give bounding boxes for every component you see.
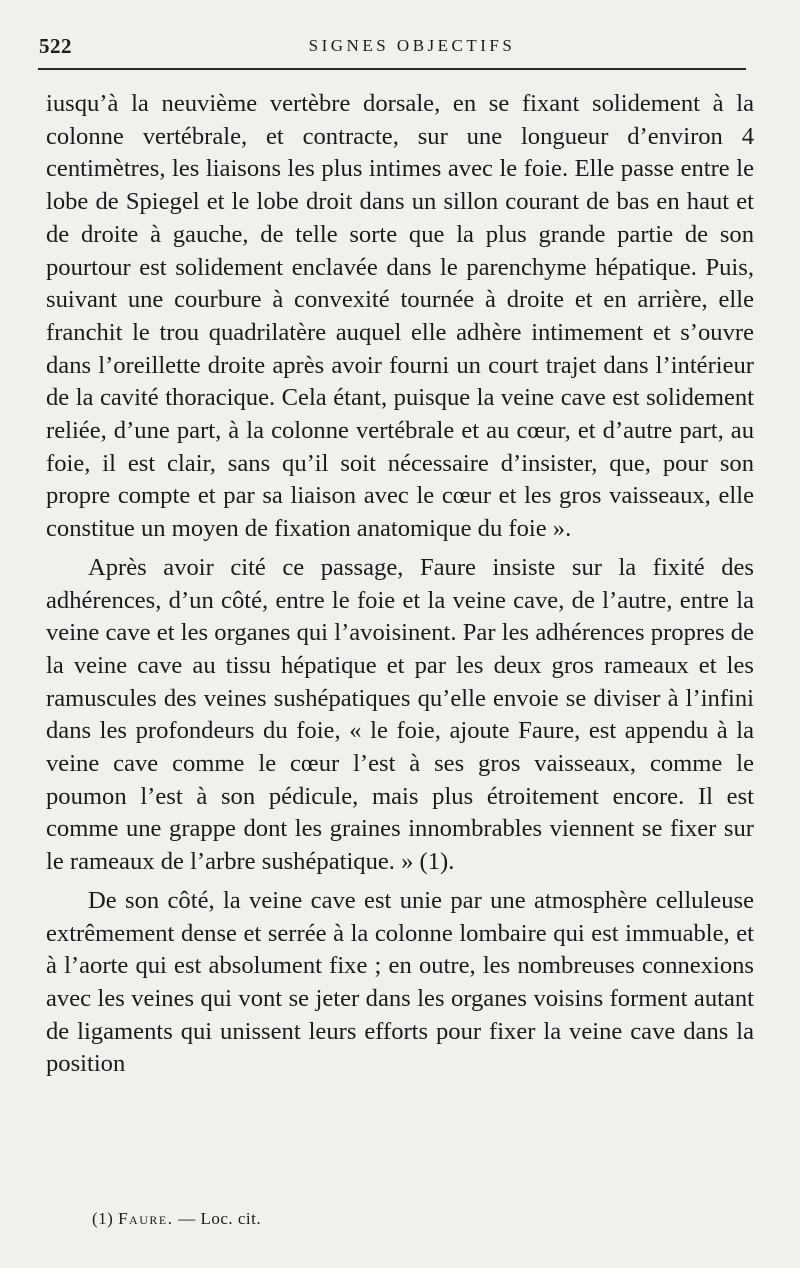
footnote bbox=[92, 1209, 261, 1229]
header-rule bbox=[38, 68, 746, 70]
paragraph-3: De son côté, la veine cave est unie par une atmosphère celluleuse extrêmement dense et serrée à la colonne lombaire qui est immuable, et à l’aorte qui est absolument fixe ; en outre, les nombreuses connexions avec les veines qui vont se jeter dans les organes voisins forment autant de ligaments qui unissent leurs efforts pour fixer la veine cave dans la position bbox=[46, 886, 754, 1078]
page-number: 522 bbox=[39, 34, 72, 58]
body-text bbox=[46, 88, 754, 1081]
running-title: SIGNES OBJECTIFS bbox=[308, 36, 516, 55]
footnote-reference: — Loc. cit. bbox=[178, 1209, 262, 1228]
footnote-marker: (1) bbox=[92, 1209, 114, 1228]
footnote-author: Faure. bbox=[118, 1209, 174, 1228]
paragraph-2: Après avoir cité ce passage, Faure insiste sur la fixité des adhérences, d’un côté, entre le foie et la veine cave, de l’autre, entre la veine cave et les organes qui l’avoisinent. Par les adhérences propres de la veine cave au tissu hépatique et par les deux gros rameaux et les ramuscules des veines sushépatiques qu’elle envoie se diviser à l’infini dans les profondeurs du foie, « le foie, ajoute Faure, est appendu à la veine cave comme le cœur l’est à ses gros vaisseaux, comme le poumon l’est à son pédicule, mais plus étroitement encore. Il est comme une grappe dont les graines innombrables viennent se fixer sur le rameaux de l’arbre sushépatique. » (1). bbox=[46, 553, 754, 876]
paragraph-1: iusqu’à la neuvième vertèbre dorsale, en se fixant solidement à la colonne vertébrale, et contracte, sur une longueur d’environ 4 centimètres, les liaisons les plus intimes avec le foie. Elle passe entre le lobe de Spiegel et le lobe droit dans un sillon courant de bas en haut et de droite à gauche, de telle sorte que la plus grande partie de son pourtour est solidement enclavée dans le parenchyme hépatique. Puis, suivant une courbure à convexité tournée à droite et en arrière, elle franchit le trou quadrilatère auquel elle adhère intimement et s’ouvre dans l’oreillette droite après avoir fourni un court trajet dans l’intérieur de la cavité thoracique. Cela étant, puisque la veine cave est solidement reliée, d’une part, à la colonne vertébrale et au cœur, et d’autre part, au foie, il est clair, sans qu’il soit nécessaire d’insister, que, pour son propre compte et par sa liaison avec le cœur et les gros vaisseaux, elle constitue un moyen de fixation anatomique du foie ». bbox=[46, 90, 754, 543]
